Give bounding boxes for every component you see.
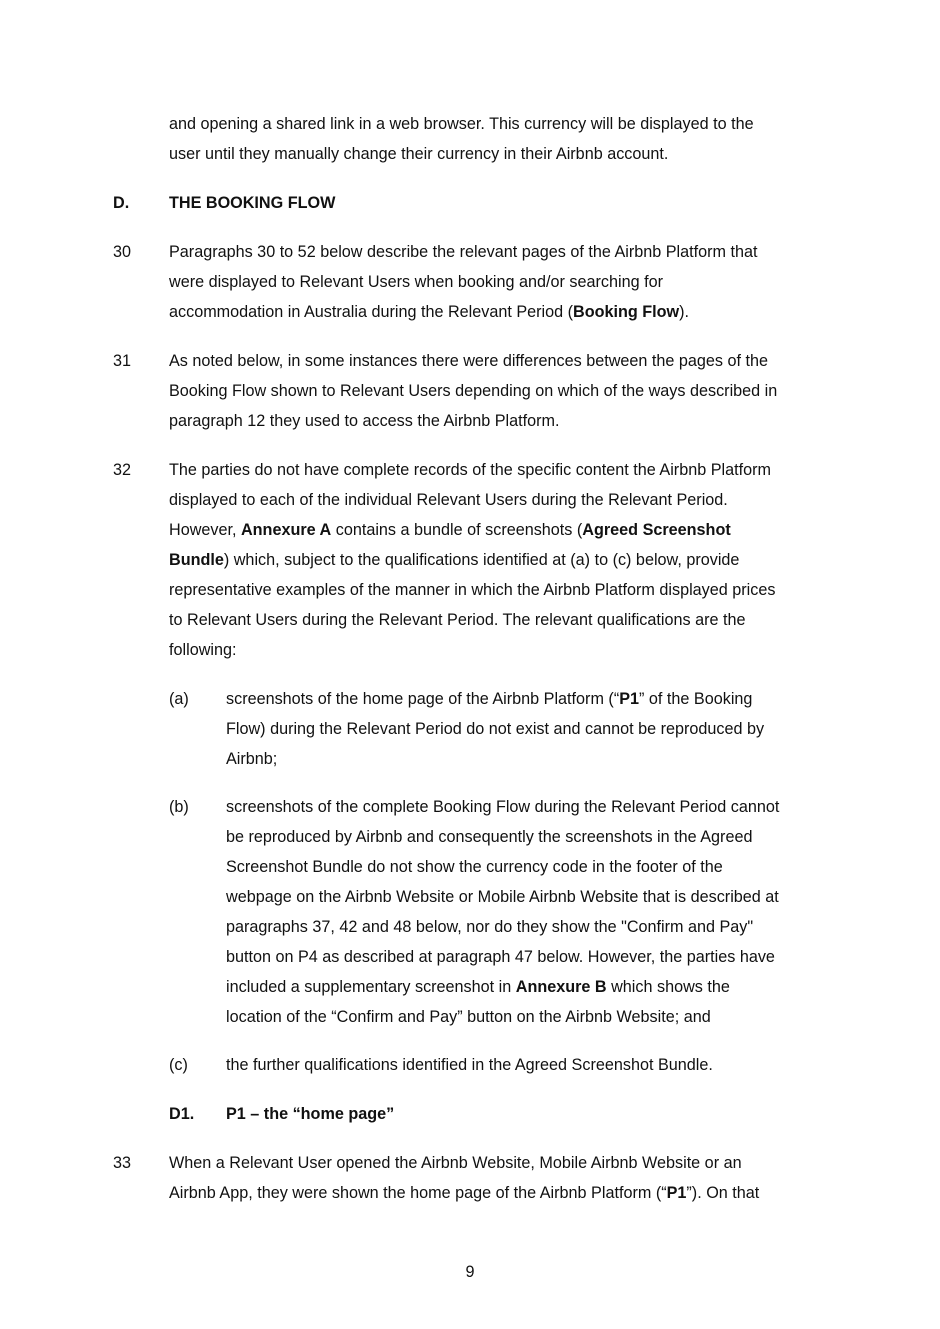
agreed-screenshot-term: Agreed Screenshot xyxy=(582,521,731,539)
item-c-line-1: the further qualifications identified in the Agreed Screenshot Bundle. xyxy=(226,1056,713,1074)
item-b-line-5: paragraphs 37, 42 and 48 below, nor do they show the "Confirm and Pay" xyxy=(226,918,754,936)
item-b-label: (b) xyxy=(169,798,189,816)
item-a-line-1-pre: screenshots of the home page of the Airbnb Platform (“ xyxy=(226,690,620,708)
intro-line-2: user until they manually change their currency in their Airbnb account. xyxy=(169,145,669,163)
para-32-line-5: representative examples of the manner in which the Airbnb Platform displayed prices xyxy=(169,581,776,599)
para-32-line-1: The parties do not have complete records of the specific content the Airbnb Platform xyxy=(169,461,771,479)
para-30-line-3-pre: accommodation in Australia during the Relevant Period ( xyxy=(169,303,574,321)
item-a-line-1 xyxy=(226,689,752,709)
para-32-line-2: displayed to each of the individual Relevant Users during the Relevant Period. xyxy=(169,491,728,509)
para-33-line-1: When a Relevant User opened the Airbnb Website, Mobile Airbnb Website or an xyxy=(169,1154,742,1172)
para-31-number: 31 xyxy=(113,352,132,370)
para-33-number: 33 xyxy=(113,1154,132,1172)
intro-line-1: and opening a shared link in a web browser. This currency will be displayed to the xyxy=(169,115,754,133)
para-32-line-7: following: xyxy=(169,641,237,659)
para-30-line-2: were displayed to Relevant Users when booking and/or searching for xyxy=(169,273,663,291)
para-32-line-4 xyxy=(169,550,739,570)
item-b-line-1: screenshots of the complete Booking Flow during the Relevant Period cannot xyxy=(226,798,780,816)
item-a-line-1-post: ” of the Booking xyxy=(639,690,753,708)
section-d-title: THE BOOKING FLOW xyxy=(169,194,336,212)
para-32-line-6: to Relevant Users during the Relevant Period. The relevant qualifications are the xyxy=(169,611,746,629)
para-31-line-1: As noted below, in some instances there were differences between the pages of the xyxy=(169,352,769,370)
bundle-term: Bundle xyxy=(169,551,224,569)
item-a-line-3: Airbnb; xyxy=(226,750,278,768)
para-32-line-3-pre: However, xyxy=(169,521,241,539)
p1-term: P1 xyxy=(619,690,640,708)
para-30-line-3-post: ). xyxy=(679,303,690,321)
annexure-a-term: Annexure A xyxy=(240,521,332,539)
para-32-line-3-mid: contains a bundle of screenshots ( xyxy=(331,521,583,539)
item-b-line-4: webpage on the Airbnb Website or Mobile Airbnb Website that is described at xyxy=(226,888,779,906)
para-32-line-4-post: ) which, subject to the qualifications identified at (a) to (c) below, provide xyxy=(223,551,740,569)
booking-flow-term: Booking Flow xyxy=(573,303,680,321)
para-33-line-2-post: ”). On that xyxy=(686,1184,760,1202)
annexure-b-term: Annexure B xyxy=(515,978,607,996)
section-d1-title: P1 – the “home page” xyxy=(226,1105,395,1123)
para-33-line-2-pre: Airbnb App, they were shown the home page of the Airbnb Platform (“ xyxy=(169,1184,667,1202)
item-a-label: (a) xyxy=(169,690,189,708)
para-31-line-2: Booking Flow shown to Relevant Users depending on which of the ways described in xyxy=(169,382,778,400)
para-32-number: 32 xyxy=(113,461,132,479)
item-b-line-8: location of the “Confirm and Pay” button on the Airbnb Website; and xyxy=(226,1008,711,1026)
para-30-line-3 xyxy=(169,302,689,322)
item-b-line-2: be reproduced by Airbnb and consequently the screenshots in the Agreed xyxy=(226,828,753,846)
item-b-line-7-pre: included a supplementary screenshot in xyxy=(226,978,516,996)
para-30-number: 30 xyxy=(113,243,132,261)
item-a-line-2: Flow) during the Relevant Period do not exist and cannot be reproduced by xyxy=(226,720,765,738)
item-b-line-6: button on P4 as described at paragraph 47 below. However, the parties have xyxy=(226,948,775,966)
para-33-line-2 xyxy=(169,1183,759,1203)
section-d1-number: D1. xyxy=(169,1105,195,1123)
section-d-number: D. xyxy=(113,194,130,212)
para-32-line-3 xyxy=(169,520,731,540)
item-b-line-7-post: which shows the xyxy=(606,978,730,996)
item-b-line-7 xyxy=(226,977,730,997)
para-31-line-3: paragraph 12 they used to access the Airbnb Platform. xyxy=(169,412,560,430)
item-c-label: (c) xyxy=(169,1056,188,1074)
page-number: 9 xyxy=(465,1263,475,1281)
para-30-line-1: Paragraphs 30 to 52 below describe the relevant pages of the Airbnb Platform that xyxy=(169,243,758,261)
p1-term-2: P1 xyxy=(666,1184,687,1202)
item-b-line-3: Screenshot Bundle do not show the currency code in the footer of the xyxy=(226,858,723,876)
